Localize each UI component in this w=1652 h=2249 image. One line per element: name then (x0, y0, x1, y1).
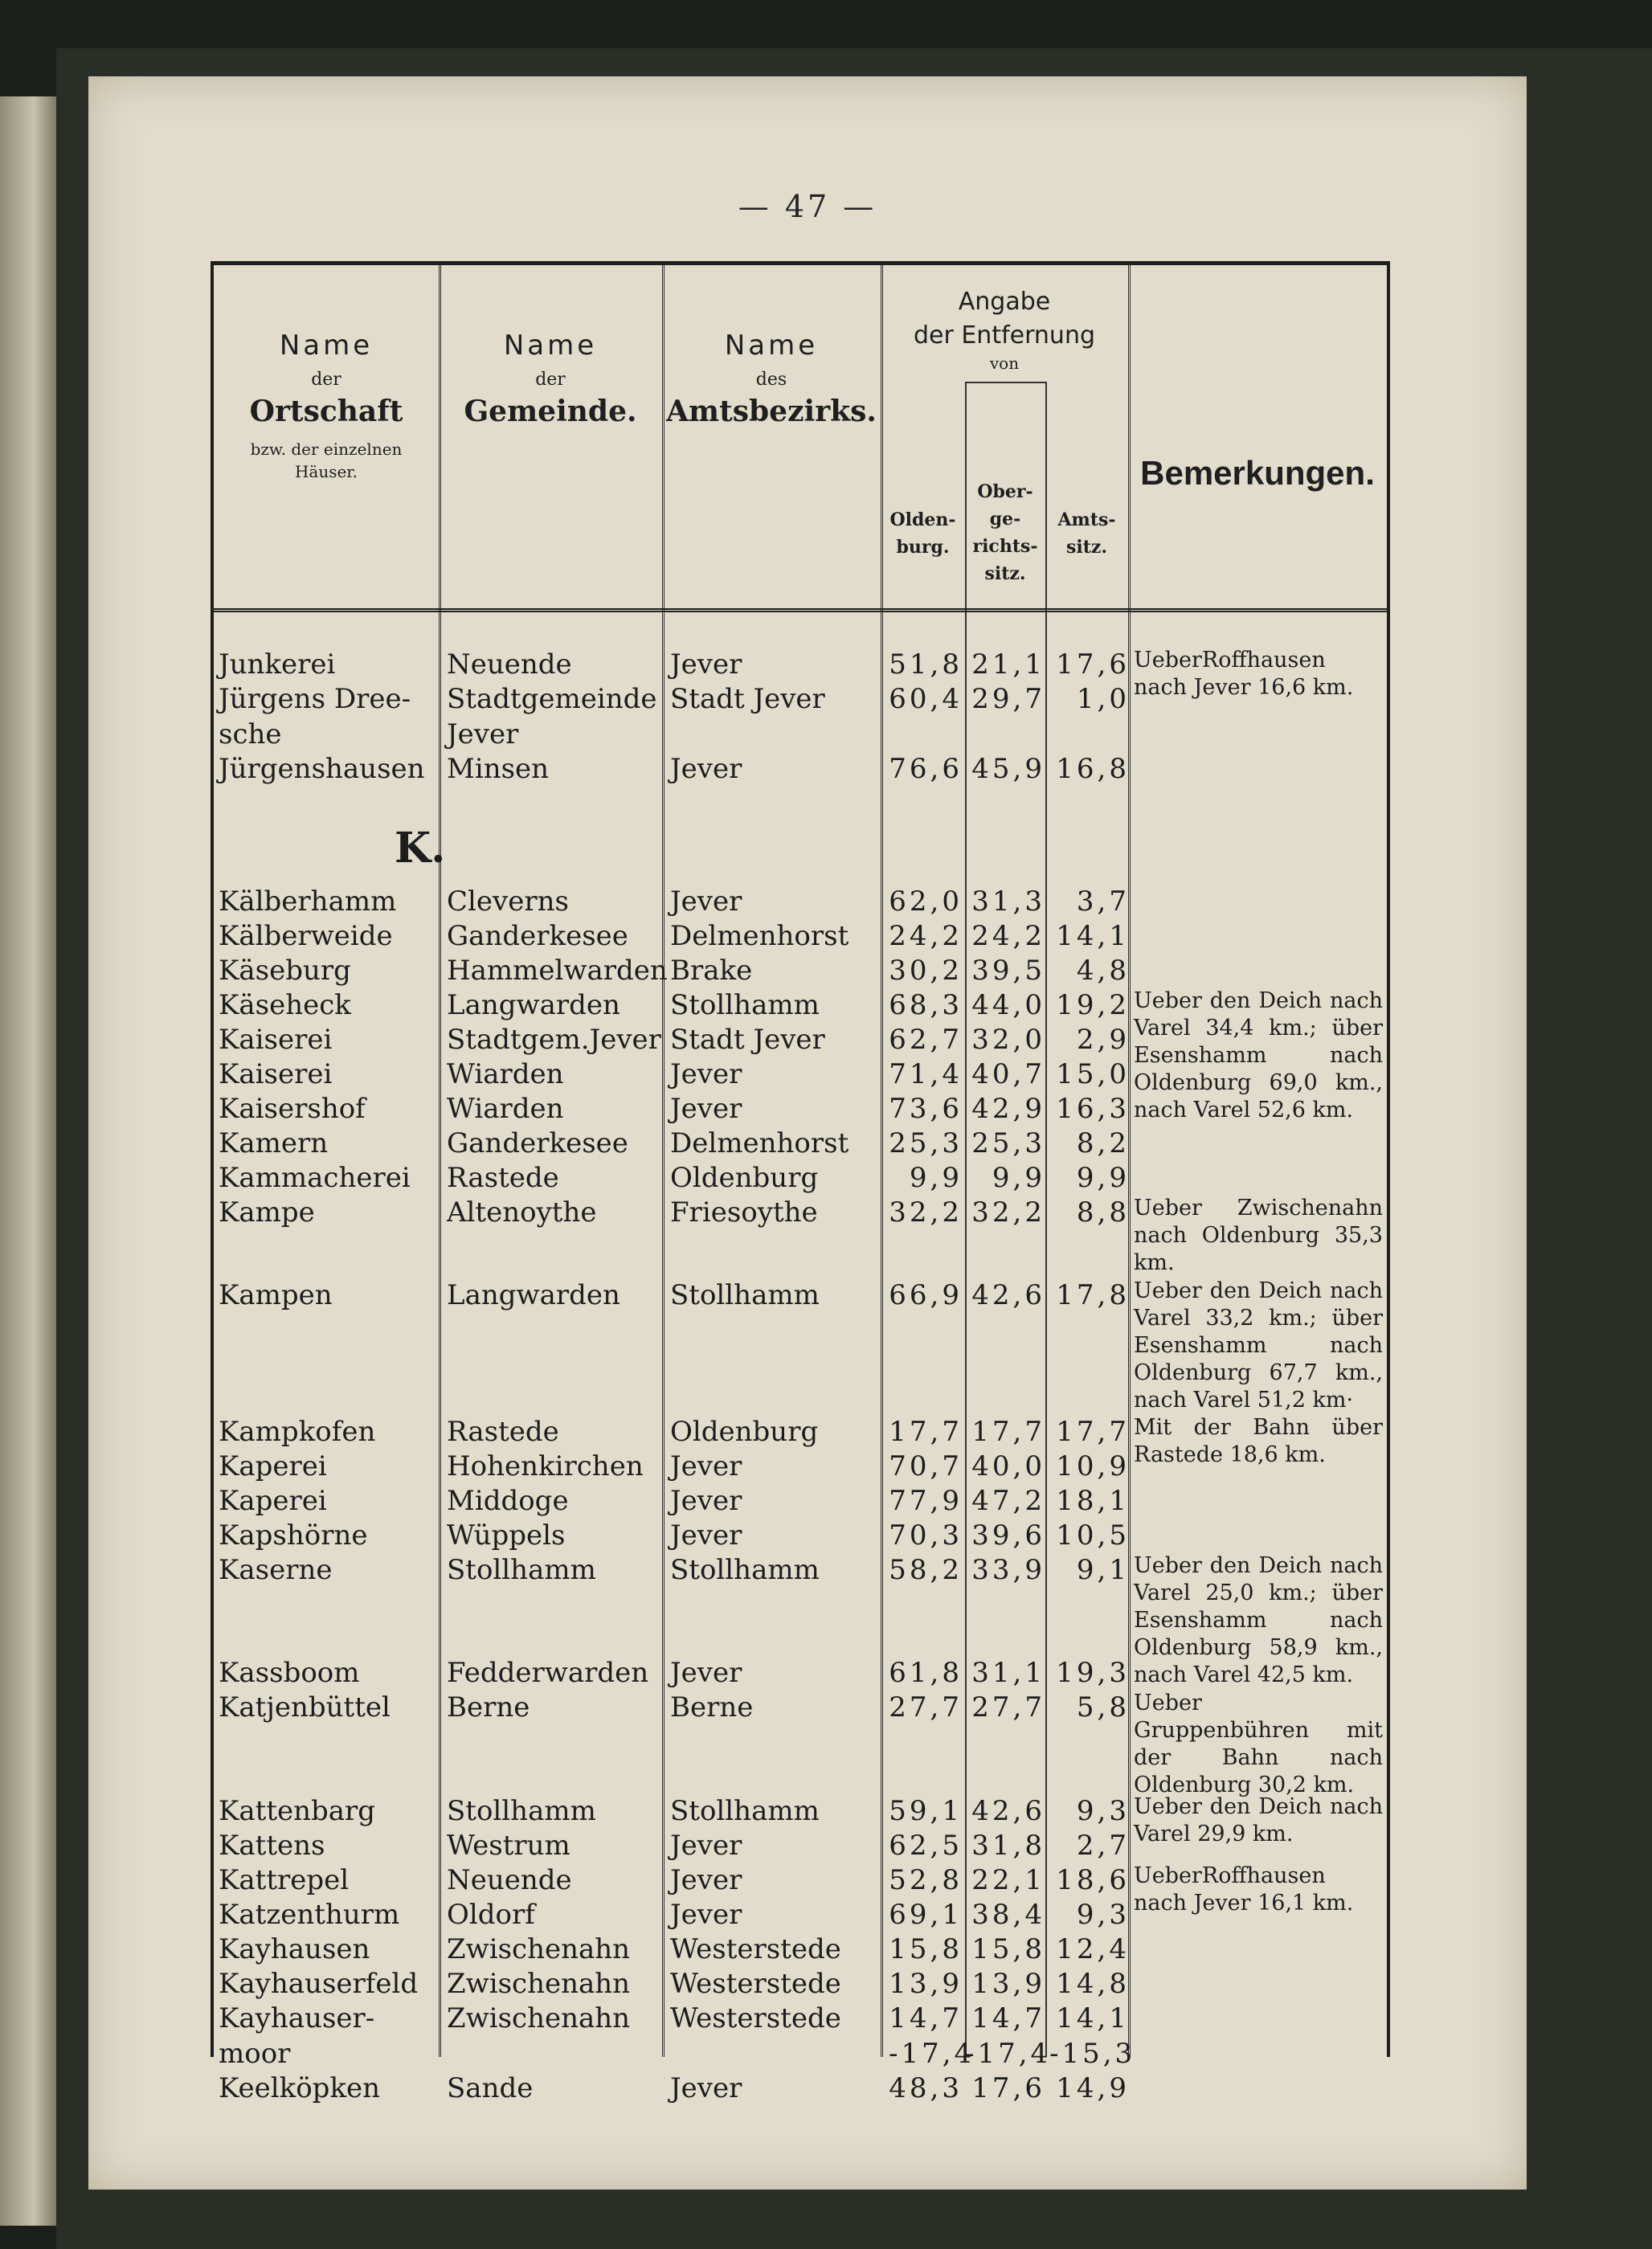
amtsbezirk-cell: Jever (670, 648, 742, 681)
distance-oldenburg-cell: 24,2 (889, 920, 963, 952)
amtsbezirk-cell: Jever (670, 1450, 742, 1482)
remark-cell: UeberRoffhausen nach Jever 16,6 km. (1134, 648, 1354, 700)
ortschaft-cell: Kapshörne (219, 1519, 368, 1552)
header-line: der Entfernung (913, 321, 1095, 350)
amtsbezirk-cell: Westerstede (670, 1968, 841, 2000)
gemeinde-cell: Wiarden (447, 1093, 564, 1125)
distance-obergericht-cell: 32,0 (971, 1024, 1045, 1056)
ortschaft-cell: Kassboom (219, 1657, 360, 1689)
section-letter: K. (395, 824, 446, 873)
ortschaft-cell: Kamern (219, 1127, 329, 1159)
ortschaft-cell: Kampkofen (219, 1416, 376, 1448)
distance-obergericht-cell: 25,3 (971, 1127, 1045, 1159)
header-name-label: Name (724, 329, 819, 362)
distance-amtssitz-cell: 18,6 (1056, 1864, 1130, 1896)
header-title: Ortschaft (249, 395, 403, 428)
gemeinde-cell: Langwarden (447, 989, 620, 1021)
distance-oldenburg-cell: 77,9 (889, 1485, 963, 1517)
distance-obergericht-cell: 40,0 (971, 1450, 1045, 1482)
page-number: — 47 — (738, 189, 877, 224)
ortschaft-cell: Kaisershof (219, 1093, 366, 1125)
distance-oldenburg-cell: 52,8 (889, 1864, 963, 1896)
ortschaft-cell: Kayhausen (219, 1933, 370, 1965)
ortschaft-cell: sche (219, 718, 282, 750)
amtsbezirk-cell: Stadt Jever (670, 683, 825, 715)
remark-cell: Ueber den Deich nach Varel 33,2 km.; über Esenshamm nach Oldenburg 67,7 km., nach Varel 51,2 km· (1134, 1278, 1383, 1413)
distance-obergericht-cell: 14,7 (971, 2002, 1045, 2034)
gemeinde-cell: Langwarden (447, 1279, 620, 1311)
header-obergerichtssitz (965, 478, 1045, 587)
column-divider (439, 265, 441, 2057)
remark-cell: Ueber Gruppenbühren mit der Bahn nach Oldenburg 30,2 km. (1134, 1691, 1383, 1797)
header-des-label: des (755, 370, 787, 390)
ortschaft-cell: Kampen (219, 1279, 333, 1311)
distance-obergericht-cell: 29,7 (971, 683, 1045, 715)
gemeinde-cell: Westrum (447, 1830, 570, 1862)
amtsbezirk-cell: Jever (670, 1864, 742, 1896)
distance-amtssitz-cell: 16,3 (1056, 1093, 1130, 1125)
ortschaft-cell: Jürgens Dree- (219, 683, 411, 715)
distance-obergericht-cell: 39,5 (971, 955, 1045, 987)
book-page (88, 76, 1527, 2190)
remark-cell: Mit der Bahn über Rastede 18,6 km. (1134, 1415, 1383, 1467)
ortschaft-cell: Katzenthurm (219, 1899, 400, 1931)
left-page-edge (0, 96, 56, 2226)
gemeinde-cell: Wüppels (447, 1519, 566, 1552)
remark-cell: UeberRoffhausen nach Jever 16,1 km. (1134, 1863, 1354, 1916)
distance-amtssitz-cell: 10,5 (1056, 1519, 1130, 1552)
distance-obergericht-cell: 32,2 (971, 1196, 1045, 1229)
remark-cell: Ueber den Deich nach Varel 25,0 km.; über Esenshamm nach Oldenburg 58,9 km., nach Varel 42,5 km. (1134, 1553, 1383, 1687)
header-der-label: der (535, 370, 566, 390)
distance-obergericht-cell: 17,6 (971, 2072, 1045, 2104)
distance-amtssitz-cell: 9,3 (1076, 1795, 1130, 1827)
header-bemerkungen: Bemerkungen. (1140, 454, 1375, 492)
gemeinde-cell: Middoge (447, 1485, 569, 1517)
gemeinde-cell: Minsen (447, 753, 550, 785)
distance-amtssitz-cell: 12,4 (1056, 1933, 1130, 1965)
distance-obergericht-cell: 42,6 (971, 1795, 1045, 1827)
distance-obergericht-cell: 42,6 (971, 1279, 1045, 1311)
header-name-label: Name (279, 329, 374, 362)
header-amtsbezirk (662, 329, 881, 428)
remark-cell: Ueber den Deich nach Varel 29,9 km. (1134, 1794, 1383, 1846)
distance-obergericht-cell: 47,2 (971, 1485, 1045, 1517)
amtsbezirk-cell: Jever (670, 1830, 742, 1862)
distance-obergericht-cell: 40,7 (971, 1058, 1045, 1090)
header-sub-line: ge- (989, 509, 1021, 530)
distance-obergericht-cell: 15,8 (971, 1933, 1045, 1965)
amtsbezirk-cell: Westerstede (670, 1933, 841, 1965)
distance-amtssitz-cell: 19,2 (1056, 989, 1130, 1021)
distance-amtssitz-cell: 14,9 (1056, 2072, 1130, 2104)
ortschaft-cell: Kayhauser- (219, 2002, 375, 2034)
distance-obergericht-cell: 21,1 (971, 648, 1045, 681)
header-sub-line: Olden- (889, 509, 956, 530)
distance-obergericht-cell: 44,0 (971, 989, 1045, 1021)
distance-obergericht-cell: -17,4 (965, 2038, 1052, 2070)
remark-cell: Ueber den Deich nach Varel 34,4 km.; über Esenshamm nach Oldenburg 69,0 km., nach Varel 52,6 km. (1134, 988, 1383, 1122)
ortschaft-cell: Kaperei (219, 1485, 327, 1517)
distance-oldenburg-cell: 73,6 (889, 1093, 963, 1125)
distance-oldenburg-cell: 30,2 (889, 955, 963, 987)
distance-oldenburg-cell: 9,9 (909, 1162, 963, 1194)
distance-amtssitz-cell: 2,7 (1076, 1830, 1130, 1862)
ortschaft-cell: Keelköpken (219, 2072, 381, 2104)
gemeinde-cell: Cleverns (447, 885, 569, 918)
header-separator (214, 608, 1387, 612)
gemeinde-cell: Ganderkesee (447, 920, 628, 952)
gemeinde-cell: Zwischenahn (447, 2002, 631, 2034)
ortschaft-cell: Junkerei (219, 648, 336, 681)
distance-amtssitz-cell: 19,3 (1056, 1657, 1130, 1689)
ortschaft-cell: Käseburg (219, 955, 351, 987)
amtsbezirk-cell: Jever (670, 1485, 742, 1517)
gemeinde-cell: Hammelwarden (447, 955, 668, 987)
gemeinde-cell: Fedderwarden (447, 1657, 649, 1689)
ortschaft-cell: Kälberweide (219, 920, 393, 952)
ortschaft-cell: Kattenbarg (219, 1795, 376, 1827)
distance-oldenburg-cell: 32,2 (889, 1196, 963, 1229)
header-sub-line: sitz. (1065, 537, 1108, 558)
distance-obergericht-cell: 33,9 (971, 1554, 1045, 1586)
gemeinde-cell: Neuende (447, 648, 572, 681)
distance-oldenburg-cell: 51,8 (889, 648, 963, 681)
amtsbezirk-cell: Berne (670, 1691, 754, 1724)
header-subline (965, 382, 1045, 383)
header-sub-line: richts- (972, 536, 1038, 557)
distance-amtssitz-cell: 5,8 (1076, 1691, 1130, 1724)
header-amtssitz (1045, 506, 1128, 561)
distance-oldenburg-cell: 14,7 (889, 2002, 963, 2034)
header-der-label: der (311, 370, 341, 390)
amtsbezirk-cell: Delmenhorst (670, 1127, 849, 1159)
amtsbezirk-cell: Jever (670, 1093, 742, 1125)
distance-amtssitz-cell: 8,8 (1076, 1196, 1130, 1229)
distance-amtssitz-cell: 14,8 (1056, 1968, 1130, 2000)
gemeinde-cell: Oldorf (447, 1899, 535, 1931)
ortschaft-cell: Katjenbüttel (219, 1691, 391, 1724)
distance-amtssitz-cell: 3,7 (1076, 885, 1130, 918)
gemeinde-cell: Sande (447, 2072, 534, 2104)
remark-cell: Ueber Zwischenahn nach Oldenburg 35,3 km. (1134, 1196, 1383, 1275)
distance-oldenburg-cell: 15,8 (889, 1933, 963, 1965)
gemeinde-cell: Zwischenahn (447, 1933, 631, 1965)
amtsbezirk-cell: Delmenhorst (670, 920, 849, 952)
gemeinde-cell: Stollhamm (447, 1554, 596, 1586)
amtsbezirk-cell: Jever (670, 753, 742, 785)
header-title: Gemeinde. (464, 395, 637, 428)
header-note: bzw. der einzelnen (250, 440, 403, 459)
distance-oldenburg-cell: 69,1 (889, 1899, 963, 1931)
ortschaft-cell: Kampe (219, 1196, 315, 1229)
distance-oldenburg-cell: -17,4 (889, 2038, 975, 2070)
distance-oldenburg-cell: 71,4 (889, 1058, 963, 1090)
distance-obergericht-cell: 27,7 (971, 1691, 1045, 1724)
gemeinde-cell: Jever (447, 718, 519, 750)
distance-amtssitz-cell: 9,9 (1076, 1162, 1130, 1194)
distance-amtssitz-cell: -15,3 (1049, 2038, 1136, 2070)
amtsbezirk-cell: Jever (670, 1519, 742, 1552)
amtsbezirk-cell: Jever (670, 1058, 742, 1090)
ortschaft-cell: Kammacherei (219, 1162, 411, 1194)
distance-oldenburg-cell: 48,3 (889, 2072, 963, 2104)
distance-amtssitz-cell: 4,8 (1076, 955, 1130, 987)
amtsbezirk-cell: Oldenburg (670, 1162, 819, 1194)
header-ortschaft (214, 329, 439, 481)
gemeinde-cell: Ganderkesee (447, 1127, 628, 1159)
amtsbezirk-cell: Stollhamm (670, 989, 820, 1021)
distance-amtssitz-cell: 1,0 (1076, 683, 1130, 715)
ortschaft-cell: Kattrepel (219, 1864, 350, 1896)
header-title: Amtsbezirks. (666, 395, 877, 428)
gemeinde-cell: Rastede (447, 1416, 559, 1448)
distance-amtssitz-cell: 15,0 (1056, 1058, 1130, 1090)
amtsbezirk-cell: Westerstede (670, 2002, 841, 2034)
gemeinde-cell: Hohenkirchen (447, 1450, 644, 1482)
ortschaft-cell: Kaiserei (219, 1024, 333, 1056)
distance-obergericht-cell: 22,1 (971, 1864, 1045, 1896)
distance-amtssitz-cell: 17,7 (1056, 1416, 1130, 1448)
distance-obergericht-cell: 39,6 (971, 1519, 1045, 1552)
distance-oldenburg-cell: 60,4 (889, 683, 963, 715)
gemeinde-cell: Stadtgem.Jever (447, 1024, 661, 1056)
header-sub-line: sitz. (984, 563, 1026, 584)
gemeinde-cell: Neuende (447, 1864, 572, 1896)
distance-oldenburg-cell: 62,7 (889, 1024, 963, 1056)
distance-amtssitz-cell: 10,9 (1056, 1450, 1130, 1482)
header-note: Häuser. (294, 462, 358, 481)
header-line: von (989, 354, 1020, 373)
amtsbezirk-cell: Jever (670, 885, 742, 918)
amtsbezirk-cell: Oldenburg (670, 1416, 819, 1448)
distance-oldenburg-cell: 70,7 (889, 1450, 963, 1482)
ortschaft-cell: moor (219, 2038, 291, 2070)
distance-amtssitz-cell: 9,1 (1076, 1554, 1130, 1586)
distance-obergericht-cell: 9,9 (992, 1162, 1045, 1194)
distance-amtssitz-cell: 14,1 (1056, 920, 1130, 952)
distance-obergericht-cell: 24,2 (971, 920, 1045, 952)
gemeinde-cell: Wiarden (447, 1058, 564, 1090)
header-entfernung (881, 285, 1128, 374)
gemeinde-cell: Altenoythe (447, 1196, 597, 1229)
distance-obergericht-cell: 17,7 (971, 1416, 1045, 1448)
amtsbezirk-cell: Stollhamm (670, 1279, 820, 1311)
distance-amtssitz-cell: 16,8 (1056, 753, 1130, 785)
distance-oldenburg-cell: 68,3 (889, 989, 963, 1021)
amtsbezirk-cell: Friesoythe (670, 1196, 818, 1229)
distance-oldenburg-cell: 66,9 (889, 1279, 963, 1311)
header-name-label: Name (503, 329, 598, 362)
gemeinde-cell: Rastede (447, 1162, 559, 1194)
distance-obergericht-cell: 45,9 (971, 753, 1045, 785)
header-sub-line: burg. (896, 537, 950, 558)
header-oldenburg (881, 506, 965, 561)
ortschaft-cell: Kattens (219, 1830, 325, 1862)
distance-oldenburg-cell: 70,3 (889, 1519, 963, 1552)
distance-oldenburg-cell: 27,7 (889, 1691, 963, 1724)
header-sub-line: Ober- (977, 481, 1033, 502)
distance-amtssitz-cell: 2,9 (1076, 1024, 1130, 1056)
amtsbezirk-cell: Stollhamm (670, 1795, 820, 1827)
distance-oldenburg-cell: 17,7 (889, 1416, 963, 1448)
header-gemeinde (439, 329, 662, 428)
distance-amtssitz-cell: 14,1 (1056, 2002, 1130, 2034)
distance-oldenburg-cell: 13,9 (889, 1968, 963, 2000)
ortschaft-cell: Kälberhamm (219, 885, 397, 918)
distance-oldenburg-cell: 25,3 (889, 1127, 963, 1159)
amtsbezirk-cell: Brake (670, 955, 753, 987)
distance-table (211, 261, 1390, 2104)
amtsbezirk-cell: Jever (670, 1899, 742, 1931)
distance-amtssitz-cell: 8,2 (1076, 1127, 1130, 1159)
amtsbezirk-cell: Jever (670, 2072, 742, 2104)
ortschaft-cell: Kaperei (219, 1450, 327, 1482)
ortschaft-cell: Kayhauserfeld (219, 1968, 419, 2000)
distance-oldenburg-cell: 58,2 (889, 1554, 963, 1586)
distance-oldenburg-cell: 59,1 (889, 1795, 963, 1827)
distance-oldenburg-cell: 62,0 (889, 885, 963, 918)
distance-amtssitz-cell: 18,1 (1056, 1485, 1130, 1517)
ortschaft-cell: Jürgenshausen (219, 753, 425, 785)
distance-obergericht-cell: 31,8 (971, 1830, 1045, 1862)
distance-obergericht-cell: 42,9 (971, 1093, 1045, 1125)
amtsbezirk-cell: Stollhamm (670, 1554, 820, 1586)
distance-amtssitz-cell: 17,8 (1056, 1279, 1130, 1311)
distance-oldenburg-cell: 61,8 (889, 1657, 963, 1689)
column-divider (1045, 382, 1047, 2057)
gemeinde-cell: Stadtgemeinde (447, 683, 657, 715)
distance-obergericht-cell: 31,3 (971, 885, 1045, 918)
distance-obergericht-cell: 13,9 (971, 1968, 1045, 2000)
distance-oldenburg-cell: 76,6 (889, 753, 963, 785)
amtsbezirk-cell: Stadt Jever (670, 1024, 825, 1056)
distance-obergericht-cell: 38,4 (971, 1899, 1045, 1931)
gemeinde-cell: Zwischenahn (447, 1968, 631, 2000)
distance-amtssitz-cell: 17,6 (1056, 648, 1130, 681)
distance-obergericht-cell: 31,1 (971, 1657, 1045, 1689)
ortschaft-cell: Kaiserei (219, 1058, 333, 1090)
header-line: Angabe (958, 288, 1051, 316)
gemeinde-cell: Berne (447, 1691, 530, 1724)
amtsbezirk-cell: Jever (670, 1657, 742, 1689)
distance-amtssitz-cell: 9,3 (1076, 1899, 1130, 1931)
ortschaft-cell: Käseheck (219, 989, 351, 1021)
distance-oldenburg-cell: 62,5 (889, 1830, 963, 1862)
header-sub-line: Amts- (1057, 509, 1116, 530)
ortschaft-cell: Kaserne (219, 1554, 333, 1586)
gemeinde-cell: Stollhamm (447, 1795, 596, 1827)
